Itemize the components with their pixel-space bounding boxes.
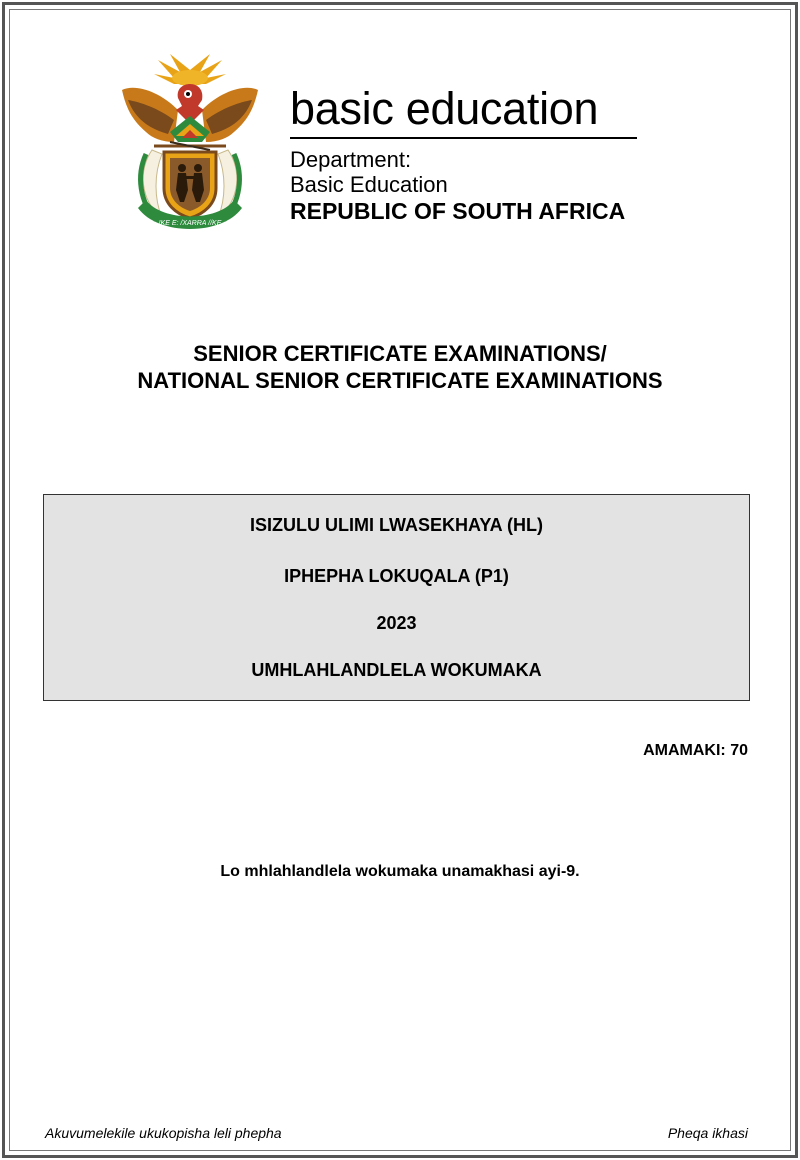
document-type: UMHLAHLANDLELA WOKUMAKA [251,660,542,680]
department-branding [290,84,640,225]
exam-heading-line2: NATIONAL SENIOR CERTIFICATE EXAMINATIONS [137,368,663,393]
crest-motto: !KE E: /XARRA //KE [158,220,222,227]
total-marks: AMAMAKI: 70 [643,742,748,759]
department-label: Department: [290,147,412,172]
paper-number: IPHEPHA LOKUQALA (P1) [284,566,509,586]
page-count-note: Lo mhlahlandlela wokumaka unamakhasi ayi-9. [220,863,580,880]
department-name: Basic Education [290,172,448,197]
country-name: REPUBLIC OF SOUTH AFRICA [290,198,626,224]
brand-divider [290,137,637,139]
coat-of-arms-icon [118,50,262,236]
copyright-notice: Akuvumelekile ukukopisha leli phepha [45,1125,282,1141]
subject-info-box [43,494,750,701]
brand-title: basic education [290,83,599,134]
exam-heading-line1: SENIOR CERTIFICATE EXAMINATIONS/ [193,341,607,366]
exam-heading [40,340,760,394]
subject-title: ISIZULU ULIMI LWASEKHAYA (HL) [249,515,543,535]
bird-body [176,84,204,120]
turn-page-note: Pheqa ikhasi [667,1125,748,1141]
sun-rays [154,54,226,86]
exam-year: 2023 [376,613,417,633]
